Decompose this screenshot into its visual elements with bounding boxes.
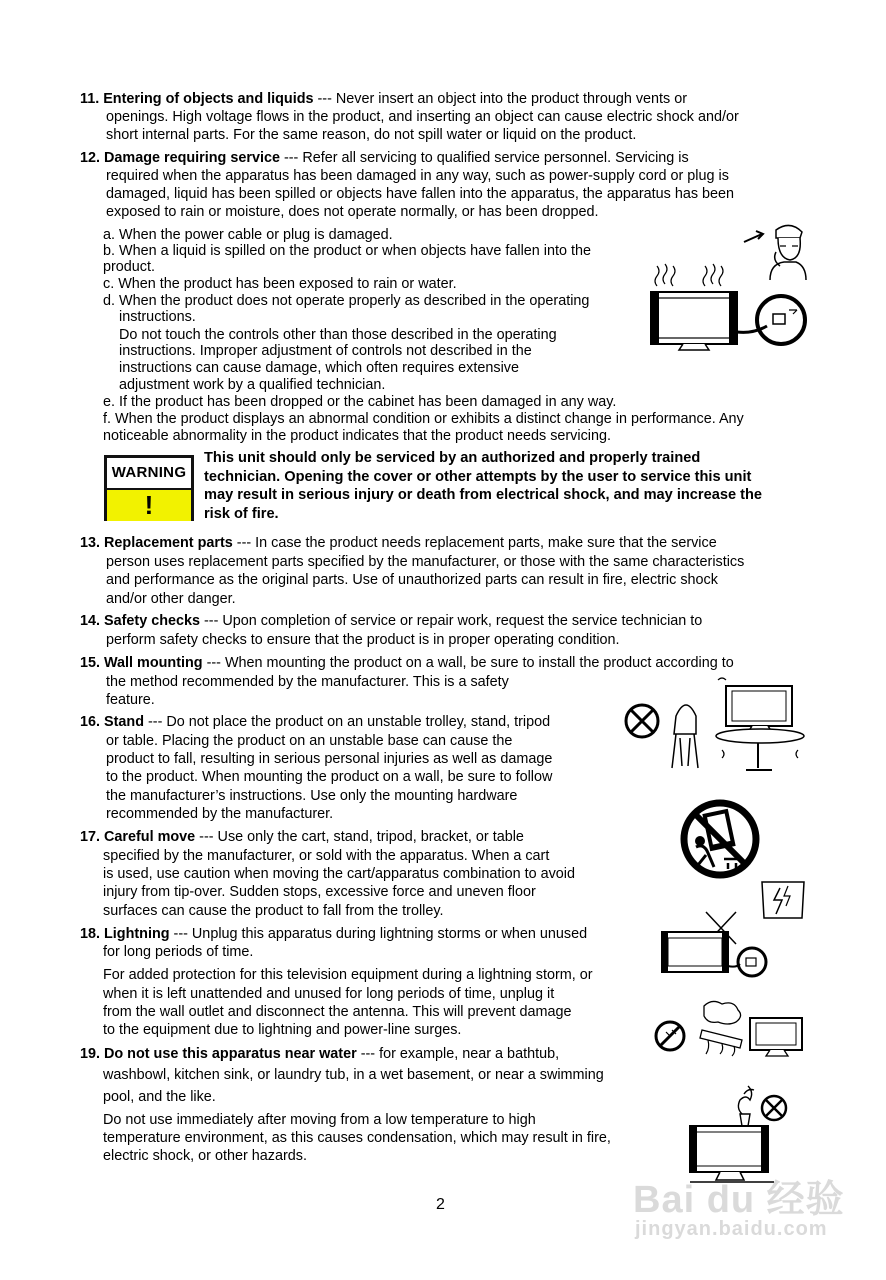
item-19-line-3: pool, and the like. <box>103 1089 216 1105</box>
warning-text-2: technician. Opening the cover or other attempts by the user to service this unit <box>204 468 752 485</box>
damaged-tv-plug-icon <box>643 262 811 356</box>
item-12-line-1: 12. Damage requiring service --- Refer all servicing to qualified service personnel. Servicing is <box>80 150 689 166</box>
lightning-unplug-icon <box>656 878 806 978</box>
item-16-line-6: recommended by the manufacturer. <box>106 806 334 822</box>
water-splash-icon <box>652 996 808 1060</box>
item-18-line-2: for long periods of time. <box>103 944 254 960</box>
cart-tip-over-icon <box>678 797 762 881</box>
item-16-line-3: product to fall, resulting in serious personal injuries as well as damage <box>106 751 553 767</box>
item-16-line-2: or table. Placing the product on an unstable base can cause the <box>106 733 513 749</box>
item-18-line-6: to the equipment due to lightning and power-line surges. <box>103 1022 462 1038</box>
sublist-f-2: noticeable abnormality in the product indicates that the product needs servicing. <box>103 428 611 444</box>
warning-sign <box>104 455 194 521</box>
item-17-line-5: surfaces can cause the product to fall from the trolley. <box>103 903 444 919</box>
item-17-line-4: injury from tip-over. Sudden stops, excessive force and uneven floor <box>103 884 536 900</box>
sublist-a: a. When the power cable or plug is damaged. <box>103 227 393 243</box>
item-13-line-3: and performance as the original parts. Use of unauthorized parts can result in fire, electric shock <box>106 572 718 588</box>
item-18-line-3: For added protection for this television equipment during a lightning storm, or <box>103 967 593 983</box>
item-18-line-1: 18. Lightning --- Unplug this apparatus during lightning storms or when unused <box>80 926 588 942</box>
sublist-b-1: b. When a liquid is spilled on the product or when objects have fallen into the <box>103 243 591 259</box>
warning-text-4: risk of fire. <box>204 505 279 522</box>
item-17-line-1: 17. Careful move --- Use only the cart, stand, tripod, bracket, or table <box>80 829 524 845</box>
item-18-line-4: when it is left unattended and unused for long periods of time, unplug it <box>103 986 555 1002</box>
page-number: 2 <box>436 1196 445 1213</box>
item-12-line-3: damaged, liquid has been spilled or objects have fallen into the apparatus, the apparatus has been <box>106 186 735 202</box>
item-15-line-3: feature. <box>106 692 155 708</box>
sublist-e: e. If the product has been dropped or the cabinet has been damaged in any way. <box>103 394 617 410</box>
item-14-line-1: 14. Safety checks --- Upon completion of service or repair work, request the service technician to <box>80 613 703 629</box>
item-18-line-5: from the wall outlet and disconnect the antenna. This will prevent damage <box>103 1004 572 1020</box>
sublist-c: c. When the product has been exposed to rain or water. <box>103 276 457 292</box>
warning-text-3: may result in serious injury or death from electrical shock, and may increase the <box>204 487 763 503</box>
item-19-line-5: temperature environment, as this causes condensation, which may result in fire, <box>103 1130 611 1146</box>
warning-exclamation-icon: ! <box>107 490 191 521</box>
item-14-line-2: perform safety checks to ensure that the product is in proper operating condition. <box>106 632 620 648</box>
unstable-table-icon <box>622 676 806 776</box>
item-17-line-2: specified by the manufacturer, or sold with the apparatus. When a cart <box>103 848 550 864</box>
item-19-line-6: electric shock, or other hazards. <box>103 1148 307 1164</box>
warning-text-1: This unit should only be serviced by an authorized and properly trained <box>204 450 701 466</box>
item-19-line-4: Do not use immediately after moving from a low temperature to high <box>103 1112 536 1128</box>
item-15-line-1: 15. Wall mounting --- When mounting the product on a wall, be sure to install the product according to <box>80 655 734 671</box>
item-13-line-1: 13. Replacement parts --- In case the product needs replacement parts, make sure that the service <box>80 535 717 551</box>
watermark-url: jingyan.baidu.com <box>635 1218 828 1240</box>
item-13-line-4: and/or other danger. <box>106 591 236 607</box>
sublist-b-2: product. <box>103 259 155 275</box>
item-19-line-2: washbowl, kitchen sink, or laundry tub, in a wet basement, or near a swimming <box>103 1067 604 1083</box>
item-13-line-2: person uses replacement parts specified by the manufacturer, or those with the same characteristics <box>106 554 745 570</box>
item-16-line-5: the manufacturer’s instructions. Use only the mounting hardware <box>106 788 518 804</box>
item-11-line-2: openings. High voltage flows in the product, and inserting an object can cause electric shock and/or <box>106 109 739 125</box>
item-12-line-2: required when the apparatus has been damaged in any way, such as power-supply cord or plug is <box>106 168 729 184</box>
sublist-d-3: Do not touch the controls other than those described in the operating <box>119 327 557 343</box>
item-11-line-3: short internal parts. For the same reason, do not spill water or liquid on the product. <box>106 127 637 143</box>
sublist-d-1: d. When the product does not operate properly as described in the operating <box>103 293 590 309</box>
item-17-line-3: is used, use caution when moving the cart/apparatus combination to avoid <box>103 866 575 882</box>
item-19-line-1: 19. Do not use this apparatus near water --- for example, near a bathtub, <box>80 1046 560 1062</box>
item-16-line-1: 16. Stand --- Do not place the product on an unstable trolley, stand, tripod <box>80 714 551 730</box>
sublist-d-6: adjustment work by a qualified technician. <box>119 377 386 393</box>
item-11-line-1: 11. Entering of objects and liquids --- Never insert an object into the product through vents or <box>80 91 688 107</box>
sublist-f-1: f. When the product displays an abnormal condition or exhibits a distinct change in performance. Any <box>103 411 744 427</box>
sublist-d-2: instructions. <box>119 309 196 325</box>
watermark-logo: Bai du 经验 <box>633 1179 845 1221</box>
item-16-line-4: to the product. When mounting the product on a wall, be sure to follow <box>106 769 553 785</box>
sublist-d-4: instructions. Improper adjustment of controls not described in the <box>119 343 532 359</box>
item-12-line-4: exposed to rain or moisture, does not operate normally, or has been dropped. <box>106 204 599 220</box>
sublist-d-5: instructions can cause damage, which often requires extensive <box>119 360 519 376</box>
item-15-line-2: the method recommended by the manufacturer. This is a safety <box>106 674 509 690</box>
warning-label: WARNING <box>107 458 191 490</box>
